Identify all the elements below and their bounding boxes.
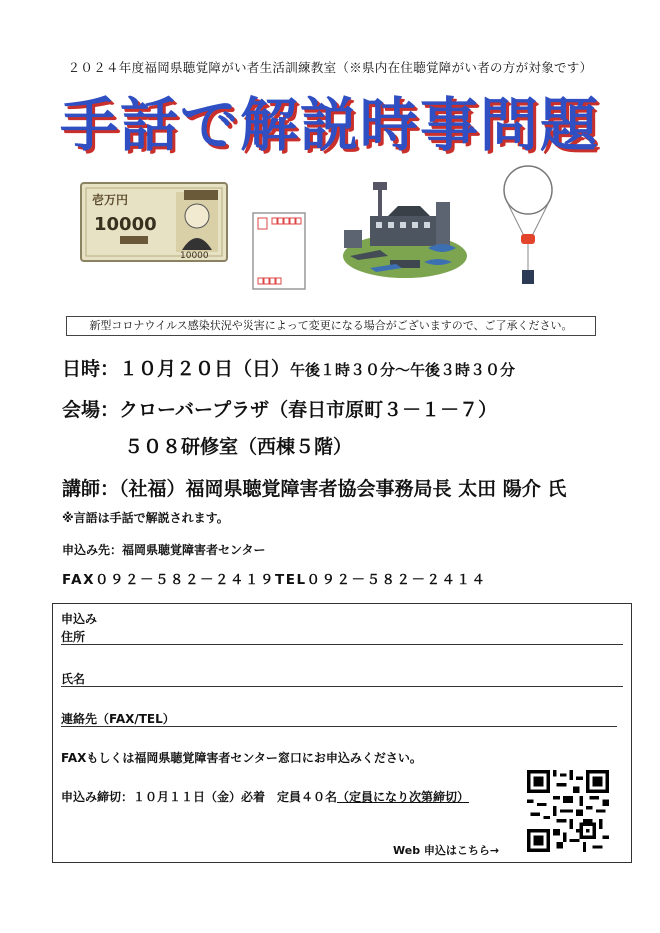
event-venue: 会場：クローバープラザ（春日市原町３－１－７） <box>62 399 498 421</box>
notice-box: 新型コロナウイルス感染状況や災害によって変更になる場合がございますので、ご了承ください。 <box>66 316 596 336</box>
form-heading: 申込み <box>61 612 98 626</box>
subtitle: ２０２４年度福岡県聴覚障がい者生活訓練教室（※県内在住聴覚障がい者の方が対象です） <box>67 60 593 75</box>
event-date: 日時：１０月２０日（日） <box>62 358 291 380</box>
event-lecturer: 講師：（社福）福岡県聴覚障害者協会事務局長 太田 陽介 氏 <box>62 478 567 500</box>
banknote-value-small: 10000 <box>180 251 209 261</box>
event-datetime <box>62 354 515 381</box>
deadline-text: 申込み締切：１０月１１日（金）必着 定員４０名 <box>61 790 338 804</box>
page-title: 手話で解説時事問題 <box>59 91 600 159</box>
banknote-illustration <box>80 182 228 262</box>
contact-label: 連絡先（FAX/TEL） <box>61 712 175 726</box>
address-field[interactable] <box>61 644 623 645</box>
web-apply-link[interactable]: Web 申込はこちら→ <box>393 844 500 857</box>
name-field[interactable] <box>61 686 623 687</box>
event-time: 午後１時３０分～午後３時３０分 <box>290 361 516 379</box>
application-form <box>52 603 632 863</box>
address-label: 住所 <box>61 630 86 644</box>
form-deadline <box>61 788 469 805</box>
qr-code[interactable] <box>527 770 609 852</box>
postcard-illustration <box>252 212 306 290</box>
event-room: ５０８研修室（西棟５階） <box>124 436 353 458</box>
event-note: ※言語は手話で解説されます。 <box>62 511 229 525</box>
deadline-note: （定員になり次第締切） <box>337 790 470 804</box>
banknote-kanji: 壱万円 <box>92 193 129 207</box>
name-label: 氏名 <box>61 672 86 686</box>
form-instruction: FAXもしくは福岡県聴覚障害者センター窓口にお申込みください。 <box>61 751 422 765</box>
balloon-illustration <box>500 164 556 290</box>
contact-field[interactable] <box>61 726 617 727</box>
contact-numbers: FAX０９２－５８２－２４１９TEL０９２－５８２－２４１４ <box>62 572 487 588</box>
banknote-value: 10000 <box>94 214 157 235</box>
military-base-illustration <box>340 176 470 280</box>
apply-destination: 申込み先：福岡県聴覚障害者センター <box>62 543 266 557</box>
